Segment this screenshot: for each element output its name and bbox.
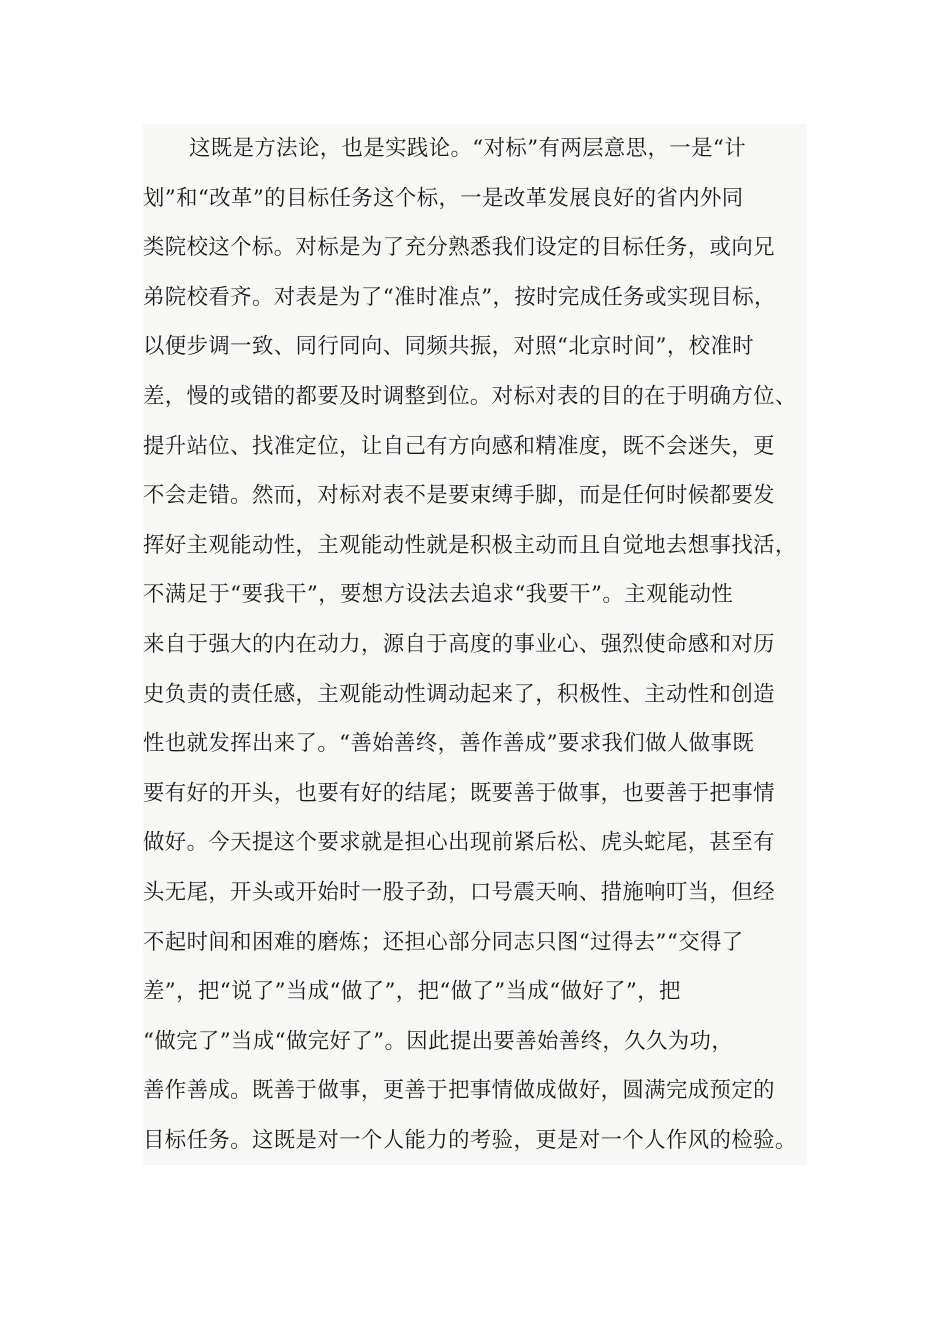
paragraph-line: 这既是方法论，也是实践论。“对标”有两层意思，一是“计	[189, 136, 746, 161]
paragraph-line: 以便步调一致、同行同向、同频共振，对照“北京时间”，校准时	[143, 334, 755, 360]
paragraph-line: 弟院校看齐。对表是为了“准时准点”，按时完成任务或实现目标，	[143, 284, 776, 310]
paragraph-line: 差”，把“说了”当成“做了”，把“做了”当成“做好了”，把	[143, 979, 681, 1005]
paragraph-line: “做完了”当成“做完好了”。因此提出要善始善终，久久为功，	[143, 1028, 734, 1054]
paragraph-line: 史负责的责任感，主观能动性调动起来了，积极性、主动性和创造	[143, 681, 775, 707]
paragraph	[143, 124, 807, 1165]
paragraph-line: 提升站位、找准定位，让自己有方向感和精准度，既不会迷失，更	[143, 433, 775, 459]
paragraph-line: 挥好主观能动性，主观能动性就是积极主动而且自觉地去想事找活，	[143, 532, 797, 558]
paragraph-line: 差，慢的或错的都要及时调整到位。对标对表的目的在于明确方位、	[143, 383, 797, 409]
paragraph-line: 目标任务。这既是对一个人能力的考验，更是对一个人作风的检验。	[143, 1127, 797, 1153]
paragraph-line: 不起时间和困难的磨炼；还担心部分同志只图“过得去”“交得了	[143, 929, 744, 955]
paragraph-line: 不会走错。然而，对标对表不是要束缚手脚，而是任何时候都要发	[143, 483, 775, 509]
paragraph-line: 划”和“改革”的目标任务这个标，一是改革发展良好的省内外同	[143, 185, 744, 211]
paragraph-line: 头无尾，开头或开始时一股子劲，口号震天响、措施响叮当，但经	[143, 879, 775, 905]
paragraph-line: 做好。今天提这个要求就是担心出现前紧后松、虎头蛇尾，甚至有	[143, 830, 775, 856]
paragraph-line: 不满足于“要我干”，要想方设法去追求“我要干”。主观能动性	[143, 582, 734, 608]
paragraph-line: 要有好的开头，也要有好的结尾；既要善于做事，也要善于把事情	[143, 780, 775, 806]
paragraph-line: 类院校这个标。对标是为了充分熟悉我们设定的目标任务，或向兄	[143, 235, 775, 261]
paragraph-line: 善作善成。既善于做事，更善于把事情做成做好，圆满完成预定的	[143, 1078, 775, 1104]
paragraph-line: 来自于强大的内在动力，源自于高度的事业心、强烈使命感和对历	[143, 631, 775, 657]
paragraph-line: 性也就发挥出来了。“善始善终，善作善成”要求我们做人做事既	[143, 731, 755, 757]
